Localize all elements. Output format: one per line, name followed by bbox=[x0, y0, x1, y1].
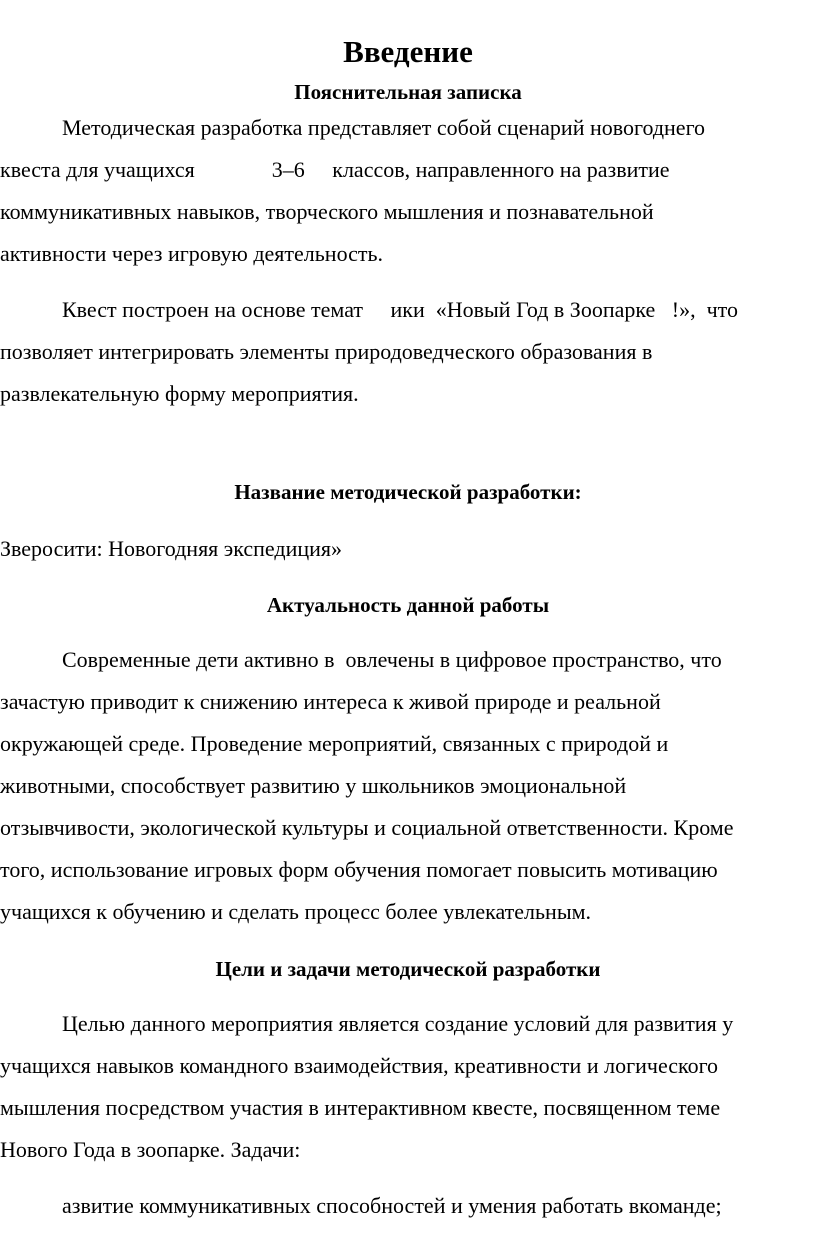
task-item-1: азвитие коммуникативных способностей и умения работать вкоманде; bbox=[62, 1193, 722, 1218]
intro-p2-line-3: развлекательную форму мероприятия. bbox=[0, 381, 359, 406]
intro-p1-line-3: коммуникативных навыков, творческого мышления и познавательной bbox=[0, 199, 654, 224]
document-subtitle: Пояснительная записка bbox=[294, 80, 522, 104]
intro-p2-line-1: Квест построен на основе темат ики «Новый Год в Зоопарке !», что bbox=[62, 297, 738, 322]
intro-p1-line-2: квеста для учащихся 3–6 классов, направленного на развитие bbox=[0, 157, 670, 182]
goals-line-2: учащихся навыков командного взаимодействия, креативности и логического bbox=[0, 1053, 719, 1078]
relevance-heading: Актуальность данной работы bbox=[266, 593, 550, 617]
document-title: Введение bbox=[343, 34, 473, 69]
intro-p2-line-2: позволяет интегрировать элементы природоведческого образования в bbox=[0, 339, 653, 364]
goals-heading: Цели и задачи методической разработки bbox=[215, 957, 601, 981]
relevance-line-6: того, использование игровых форм обучения помогает повысить мотивацию bbox=[0, 857, 718, 882]
relevance-line-4: животными, способствует развитию у школьников эмоциональной bbox=[0, 773, 627, 798]
relevance-line-5: отзывчивости, экологической культуры и социальной ответственности. Кроме bbox=[0, 815, 734, 840]
goals-line-3: мышления посредством участия в интерактивном квесте, посвященном теме bbox=[0, 1095, 721, 1120]
intro-p1-line-1: Методическая разработка представляет собой сценарий новогоднего bbox=[62, 115, 706, 140]
intro-p1-line-4: активности через игровую деятельность. bbox=[0, 241, 384, 266]
goals-line-1: Целью данного мероприятия является создание условий для развития у bbox=[62, 1011, 734, 1036]
relevance-line-3: окружающей среде. Проведение мероприятий, связанных с природой и bbox=[0, 731, 669, 756]
goals-line-4: Нового Года в зоопарке. Задачи: bbox=[0, 1137, 301, 1162]
relevance-line-1: Современные дети активно в овлечены в цифровое пространство, что bbox=[62, 647, 722, 672]
name-text: Зверосити: Новогодняя экспедиция» bbox=[0, 536, 343, 561]
name-heading: Название методической разработки: bbox=[234, 480, 582, 504]
relevance-line-7: учащихся к обучению и сделать процесс более увлекательным. bbox=[0, 899, 592, 924]
relevance-line-2: зачастую приводит к снижению интереса к живой природе и реальной bbox=[0, 689, 661, 714]
